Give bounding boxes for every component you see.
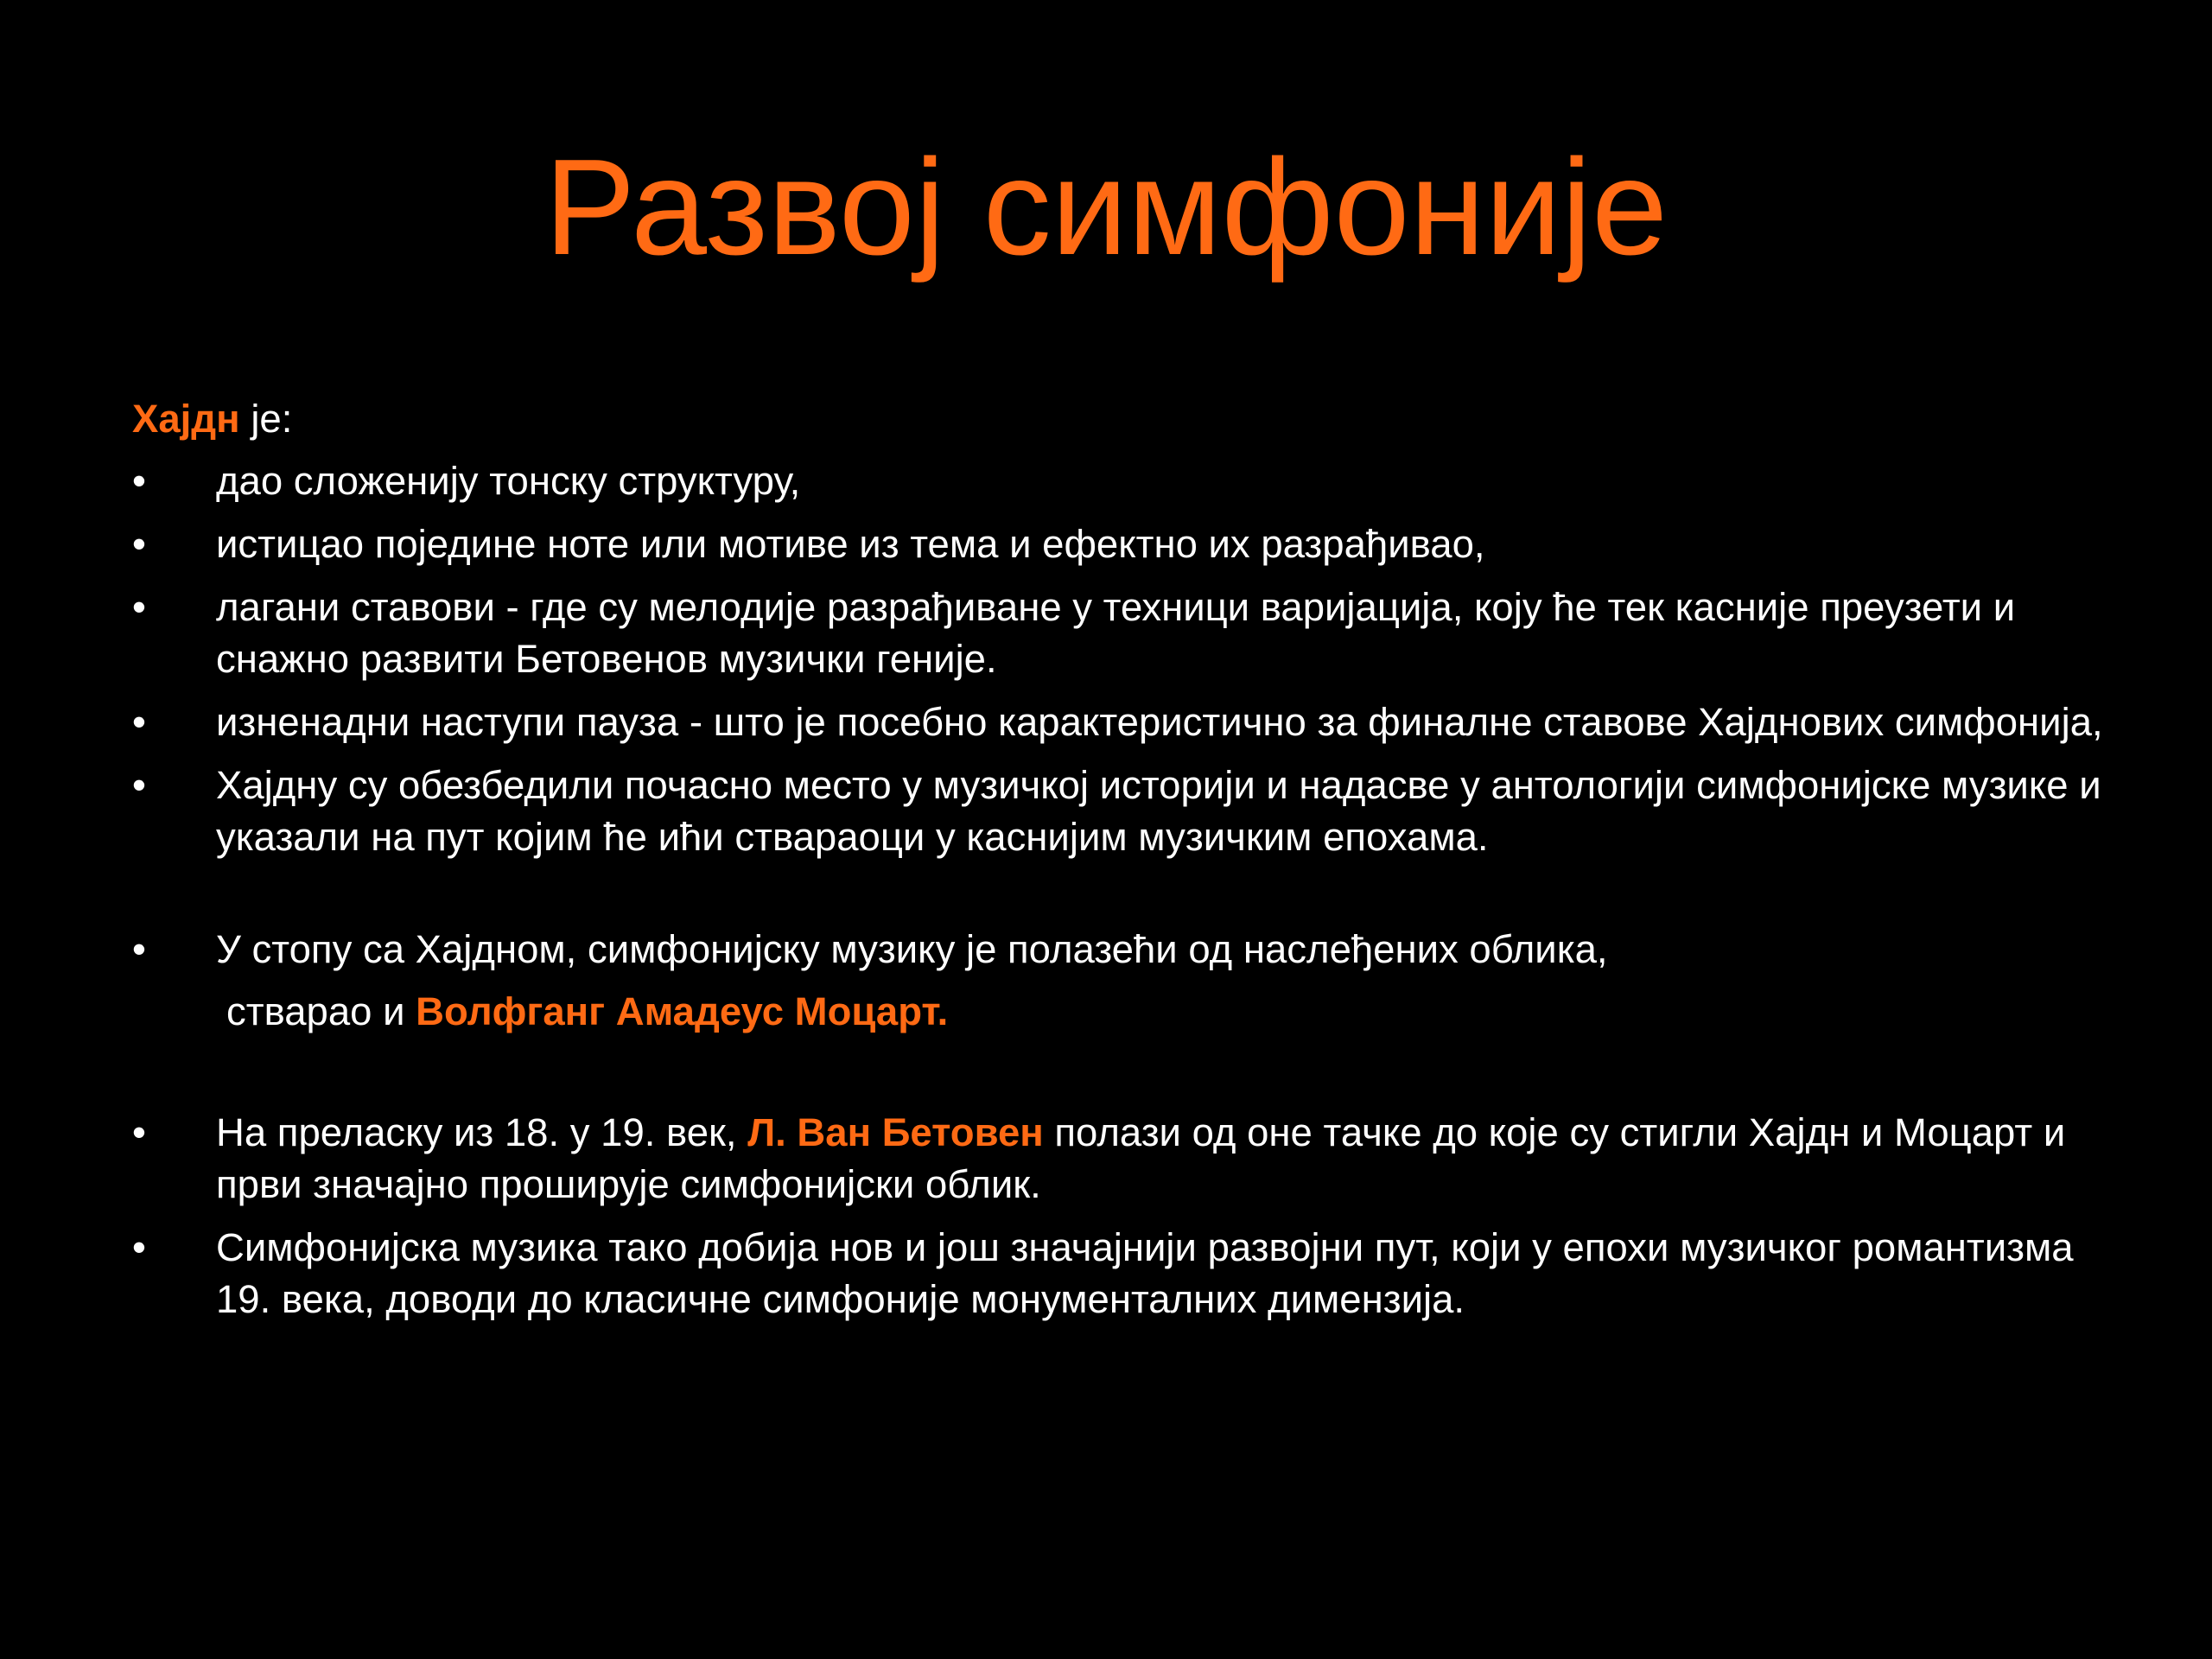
beethoven-name: Л. Ван Бетовен [747,1110,1044,1154]
bullet-icon: • [132,522,146,566]
list-item-final [132,1222,2120,1325]
mozart-line-1: У стопу са Хајдном, симфонијску музику је полазећи од наслеђених облика, [216,927,1608,971]
mozart-name: Волфганг Амадеус Моцарт. [416,989,949,1033]
beethoven-text [216,1110,2065,1206]
mozart-line-2 [216,986,2120,1038]
list-item-text: Хајдну су обезбедили почасно место у музичкој историји и надасве у антологији симфонијске музике и указали на пут којим ће ићи ствараоци у каснијим музичким епохама. [216,763,2101,859]
list-item [132,582,2120,685]
list-item-text: дао сложенију тонску структуру, [216,459,801,503]
beethoven-suffix: полази од оне тачке до које су стигли Хајдн и Моцарт и први значајно проширује симфонијски облик. [216,1110,2066,1206]
bullet-icon: • [132,1225,146,1269]
list-item [132,696,2120,748]
list-item [132,518,2120,570]
final-text: Симфонијска музика тако добија нов и још значајнији развојни пут, који у епохи музичког романтизма 19. века, доводи до класичне симфоније монументалних димензија. [216,1225,2074,1321]
list-item-beethoven [132,1107,2120,1211]
list-item-mozart [132,924,2120,1038]
haydn-name: Хајдн [132,397,240,441]
bullet-icon: • [132,1110,146,1154]
slide-body [132,393,2120,1337]
beethoven-prefix: На преласку из 18. у 19. век, [216,1110,748,1154]
list-item-text: лагани ставови - где су мелодије разрађиване у техници варијација, коју ће тек касније преузети и снажно развити Бетовенов музички геније. [216,585,2016,681]
list-item [132,455,2120,507]
list-item-text: истицао поједине ноте или мотиве из тема и ефектно их разрађивао, [216,522,1485,566]
mozart-prefix: стварао и [226,989,416,1033]
intro-text: је: [239,397,293,441]
bullet-icon: • [132,585,146,629]
list-item-text: изненадни наступи пауза - што је посебно карактеристично за финалне ставове Хајднових симфонија, [216,700,2103,744]
bullet-icon: • [132,459,146,503]
slide-title: Развој симфоније [544,131,1668,283]
bullet-icon: • [132,927,146,971]
list-item [132,760,2120,863]
bullet-icon: • [132,700,146,744]
bullet-icon: • [132,763,146,807]
intro-line [132,393,2120,445]
